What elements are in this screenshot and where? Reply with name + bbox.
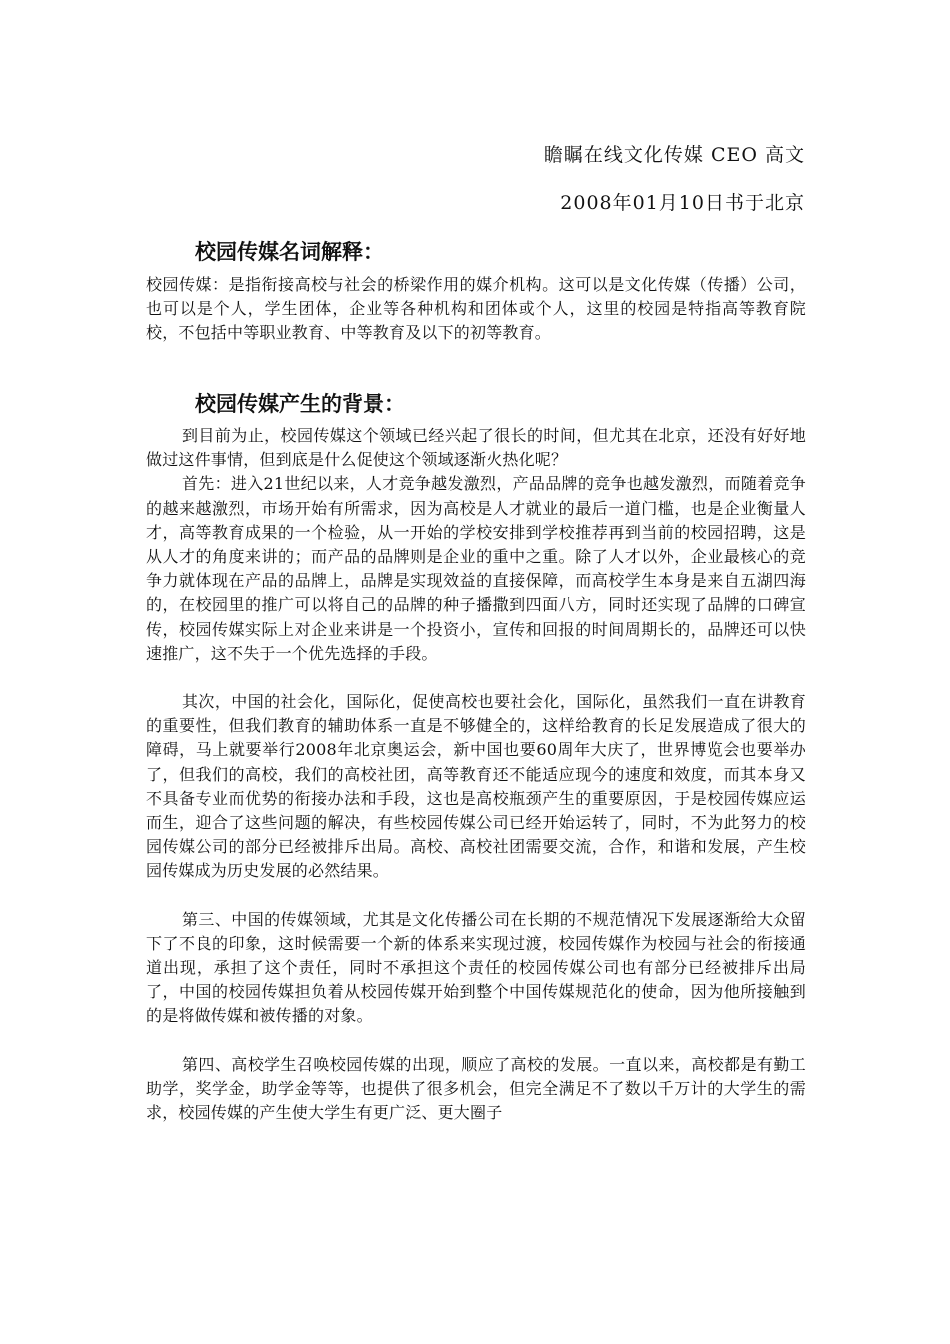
background-heading: 校园传媒产生的背景： bbox=[195, 392, 405, 416]
background-third-paragraph: 第三、中国的传媒领域，尤其是文化传播公司在长期的不规范情况下发展逐渐给大众留下了不良的印象，这时候需要一个新的体系来实现过渡，校园传媒作为校园与社会的衔接通道出现，承担了这个责任，同时不承担这个责任的校园传媒公司也有部分已经被排斥出局了，中国的校园传媒担负着从校园传媒开始到整个中国传媒规范化的使命，因为他所接触到的是将做传媒和被传播的对象。 bbox=[146, 909, 806, 1026]
background-section bbox=[146, 424, 806, 1125]
author-signature: 瞻瞩在线文化传媒 CEO 高文 bbox=[543, 144, 805, 166]
background-intro-paragraph: 到目前为止，校园传媒这个领域已经兴起了很长的时间，但尤其在北京，还没有好好地做过这件事情，但到底是什么促使这个领域逐渐火热化呢？ bbox=[146, 426, 806, 470]
definition-heading: 校园传媒名词解释： bbox=[195, 240, 384, 264]
paragraph-spacer bbox=[146, 1029, 806, 1053]
definition-section bbox=[146, 273, 806, 346]
date-signature: 2008年01月10日书于北京 bbox=[560, 192, 805, 214]
background-first-paragraph: 首先：进入21世纪以来，人才竞争越发激烈，产品品牌的竞争也越发激烈，而随着竞争的越来越激烈，市场开始有所需求，因为高校是人才就业的最后一道门槛，也是企业衡量人才，高等教育成果的一个检验，从一开始的学校安排到学校推荐再到当前的校园招聘，这是从人才的角度来讲的；而产品的品牌则是企业的重中之重。除了人才以外，企业最核心的竞争力就体现在产品的品牌上，品牌是实现效益的直接保障，而高校学生本身是来自五湖四海的，在校园里的推广可以将自己的品牌的种子播撒到四面八方，同时还实现了品牌的口碑宣传，校园传媒实际上对企业来讲是一个投资小，宣传和回报的时间周期长的，品牌还可以快速推广，这不失于一个优先选择的手段。 bbox=[146, 474, 806, 663]
background-second-paragraph: 其次，中国的社会化，国际化，促使高校也要社会化，国际化，虽然我们一直在讲教育的重要性，但我们教育的辅助体系一直是不够健全的，这样给教育的长足发展造成了很大的障碍，马上就要举行2008年北京奥运会，新中国也要60周年大庆了，世界博览会也要举办了，但我们的高校，我们的高校社团，高等教育还不能适应现今的速度和效度，而其本身又不具备专业而优势的衔接办法和手段，这也是高校瓶颈产生的重要原因，于是校园传媒应运而生，迎合了这些问题的解决，有些校园传媒公司已经开始运转了，同时，不为此努力的校园传媒公司的部分已经被排斥出局。高校、高校社团需要交流，合作，和谐和发展，产生校园传媒成为历史发展的必然结果。 bbox=[146, 692, 806, 881]
paragraph-spacer bbox=[146, 884, 806, 908]
background-fourth-paragraph: 第四、高校学生召唤校园传媒的出现，顺应了高校的发展。一直以来，高校都是有勤工助学，奖学金，助学金等等，也提供了很多机会，但完全满足不了数以千万计的大学生的需求，校园传媒的产生使大学生有更广泛、更大圈子 bbox=[146, 1054, 806, 1123]
paragraph-spacer bbox=[146, 666, 806, 690]
definition-paragraph: 校园传媒：是指衔接高校与社会的桥梁作用的媒介机构。这可以是文化传媒（传播）公司，也可以是个人，学生团体，企业等各种机构和团体或个人，这里的校园是特指高等教育院校，不包括中等职业教育、中等教育及以下的初等教育。 bbox=[146, 275, 806, 343]
